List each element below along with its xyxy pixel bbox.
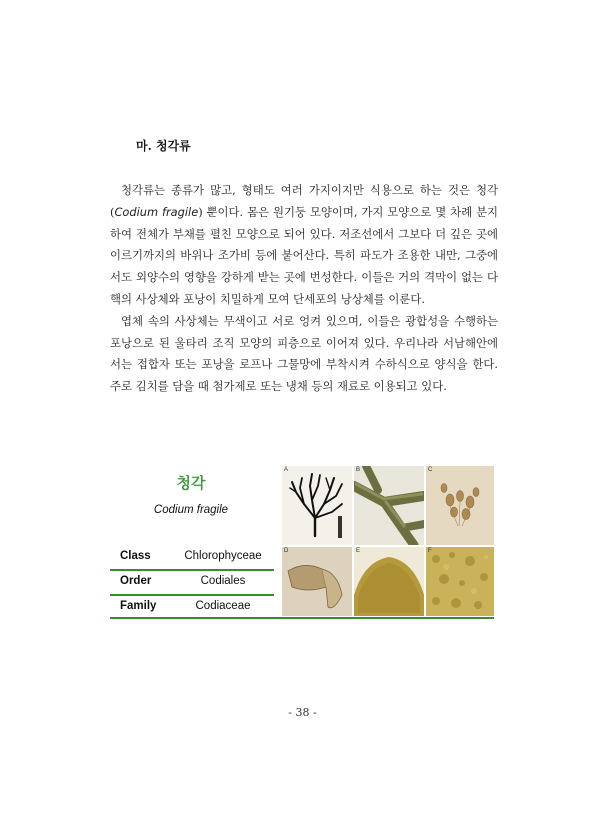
utricles-image xyxy=(426,466,494,545)
specimen-photo-grid xyxy=(282,466,494,616)
photo-label-d: D xyxy=(284,548,289,554)
species-common-name: 청각 xyxy=(176,474,206,492)
taxonomy-table xyxy=(110,546,274,619)
body-text xyxy=(110,180,498,398)
paragraph-1-part2: ) 뿐이다. 몸은 원기둥 모양이며, 가지 모양으로 몇 차례 분지하여 전체가 부채를 펼친 모양으로 되어 있다. 저조선에서 그보다 더 깊은 곳에 이르기까지의 바위나 조가비 등에 붙어산다. 특히 파도가 조용한 내만, 그중에서도 외양수의 영향을 강하게 받는 곳에 번성한다. 이들은 거의 격막이 없는 다핵의 사상체와 포낭이 치밀하게 모여 단세포의 낭상체를 이룬다. xyxy=(110,204,498,306)
photo-label-e: E xyxy=(356,548,361,554)
herbarium-specimen-image xyxy=(282,466,352,545)
photo-branch-closeup xyxy=(354,466,424,545)
photo-label-a: A xyxy=(284,467,289,473)
taxonomy-name: Chlorophyceae xyxy=(184,550,262,562)
photo-cell-texture xyxy=(426,547,494,616)
photo-herbarium-specimen xyxy=(282,466,352,545)
photo-label-b: B xyxy=(356,467,361,473)
paragraph-1 xyxy=(110,180,498,311)
photo-label-f: F xyxy=(428,548,432,554)
taxonomy-rank: Class xyxy=(120,550,151,562)
branch-closeup-image xyxy=(354,466,424,545)
taxonomy-name: Codiales xyxy=(200,575,246,587)
paragraph-1-part1: 청각류는 종류가 많고, 형태도 여러 가지이지만 식용으로 하는 것은 청각( xyxy=(110,183,498,219)
utricle-detail-image xyxy=(282,547,352,616)
taxonomy-row xyxy=(110,546,274,569)
taxonomy-rank: Family xyxy=(120,600,157,612)
photo-utricles xyxy=(426,466,494,545)
panel-bottom-rule xyxy=(110,617,494,619)
taxonomy-row xyxy=(110,594,274,619)
cell-texture-image xyxy=(426,547,494,616)
specimen-panel xyxy=(110,462,494,620)
scientific-name-inline: Codium fragile xyxy=(114,204,199,219)
taxonomy-row xyxy=(110,569,274,594)
section-heading: 마. 청각류 xyxy=(136,139,191,153)
cross-section-image xyxy=(354,547,424,616)
photo-cross-section xyxy=(354,547,424,616)
species-scientific-name: Codium fragile xyxy=(153,504,229,516)
page-number: - 38 - xyxy=(288,706,317,719)
photo-utricle-detail xyxy=(282,547,352,616)
taxonomy-name: Codiaceae xyxy=(195,600,251,612)
paragraph-2: 엽체 속의 사상체는 무색이고 서로 엉켜 있으며, 이들은 광합성을 수행하는 포낭으로 된 울타리 조직 모양의 피층으로 이어져 있다. 우리나라 서남해안에서는 접합자 또는 포낭을 로프나 그물망에 부착시켜 수하식으로 양식을 한다. 주로 김치를 담을 때 첨가제로 또는 냉채 등의 재료로 이용되고 있다. xyxy=(110,313,498,394)
taxonomy-rank: Order xyxy=(120,575,152,587)
photo-label-c: C xyxy=(428,467,433,473)
